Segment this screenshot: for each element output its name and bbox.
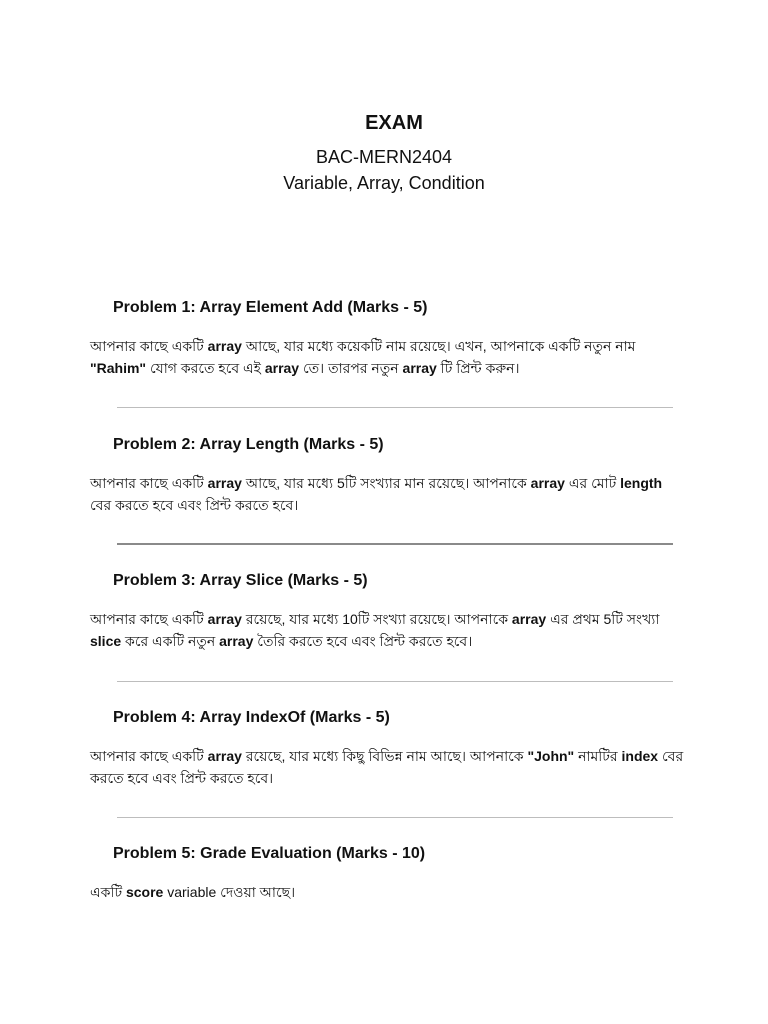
text-run: তৈরি করতে হবে এবং প্রিন্ট করতে হবে। [253, 633, 473, 649]
text-run: আছে, যার মধ্যে কয়েকটি নাম রয়েছে। এখন, আপনাকে একটি নতুন নাম [241, 338, 636, 354]
divider [117, 543, 673, 545]
bold-term: array [219, 633, 254, 649]
bold-term: array [511, 611, 547, 627]
problem-5-heading: Problem 5: Grade Evaluation (Marks - 10) [113, 845, 426, 862]
text-run: করে একটি নতুন [121, 633, 220, 649]
problem-3-line-1 [90, 608, 690, 630]
bold-term: index [621, 748, 659, 764]
text-run: নামটির [574, 748, 622, 764]
problem-2-heading: Problem 2: Array Length (Marks - 5) [113, 436, 384, 453]
divider [117, 681, 673, 682]
problem-4-heading: Problem 4: Array IndexOf (Marks - 5) [113, 709, 390, 726]
problem-5-line-1 [90, 881, 690, 903]
bold-term: array [207, 338, 242, 354]
text-run: বের করতে হবে এবং প্রিন্ট করতে হবে। [90, 497, 299, 513]
problem-3-body [90, 608, 690, 652]
problem-5-body [90, 881, 690, 903]
problem-4-line-2 [90, 767, 690, 789]
bold-term: array [264, 360, 300, 376]
bold-term: array [207, 475, 242, 491]
text-run: আপনার কাছে একটি [90, 748, 208, 764]
bold-term: array [530, 475, 565, 491]
exam-subtitle: Variable, Array, Condition [283, 173, 485, 193]
text-run: আপনার কাছে একটি [90, 338, 208, 354]
problem-3-heading: Problem 3: Array Slice (Marks - 5) [113, 572, 368, 589]
text-run: আছে, যার মধ্যে 5টি সংখ্যার মান রয়েছে। আপনাকে [241, 475, 531, 491]
text-run: বের [658, 748, 684, 764]
problem-2-body [90, 472, 690, 516]
problem-1-line-2 [90, 357, 690, 379]
text-run: রয়েছে, যার মধ্যে কিছু বিভিন্ন নাম আছে। আপনাকে [241, 748, 528, 764]
problem-1-body [90, 335, 690, 379]
text-run: যোগ করতে হবে এই [146, 360, 265, 376]
bold-term: score [125, 884, 164, 900]
problem-4-line-1 [90, 745, 690, 767]
text-run: করতে হবে এবং প্রিন্ট করতে হবে। [90, 770, 274, 786]
text-run: টি প্রিন্ট করুন। [436, 360, 520, 376]
problem-1-line-1 [90, 335, 690, 357]
text-run: আপনার কাছে একটি [90, 611, 208, 627]
bold-term: length [620, 475, 663, 491]
exam-title: EXAM [365, 112, 423, 134]
problem-3-line-2 [90, 630, 690, 652]
divider [117, 407, 673, 408]
course-code: BAC-MERN2404 [315, 147, 453, 167]
text-run: একটি [90, 884, 126, 900]
problem-1-heading: Problem 1: Array Element Add (Marks - 5) [113, 299, 428, 316]
text-run: রয়েছে, যার মধ্যে 10টি সংখ্যা রয়েছে। আপনাকে [241, 611, 512, 627]
text-run: variable দেওয়া আছে। [163, 884, 296, 900]
problem-2-line-1 [90, 472, 690, 494]
bold-term: array [207, 748, 242, 764]
bold-term: "John" [527, 748, 575, 764]
text-run: এর প্রথম 5টি সংখ্যা [546, 611, 660, 627]
problem-2-line-2 [90, 494, 690, 516]
bold-term: array [402, 360, 437, 376]
bold-term: slice [90, 633, 122, 649]
problem-4-body [90, 745, 690, 789]
bold-term: array [207, 611, 242, 627]
divider [117, 817, 673, 818]
text-run: এর মোট [564, 475, 621, 491]
text-run: তে। তারপর নতুন [299, 360, 403, 376]
bold-term: "Rahim" [90, 360, 147, 376]
text-run: আপনার কাছে একটি [90, 475, 208, 491]
